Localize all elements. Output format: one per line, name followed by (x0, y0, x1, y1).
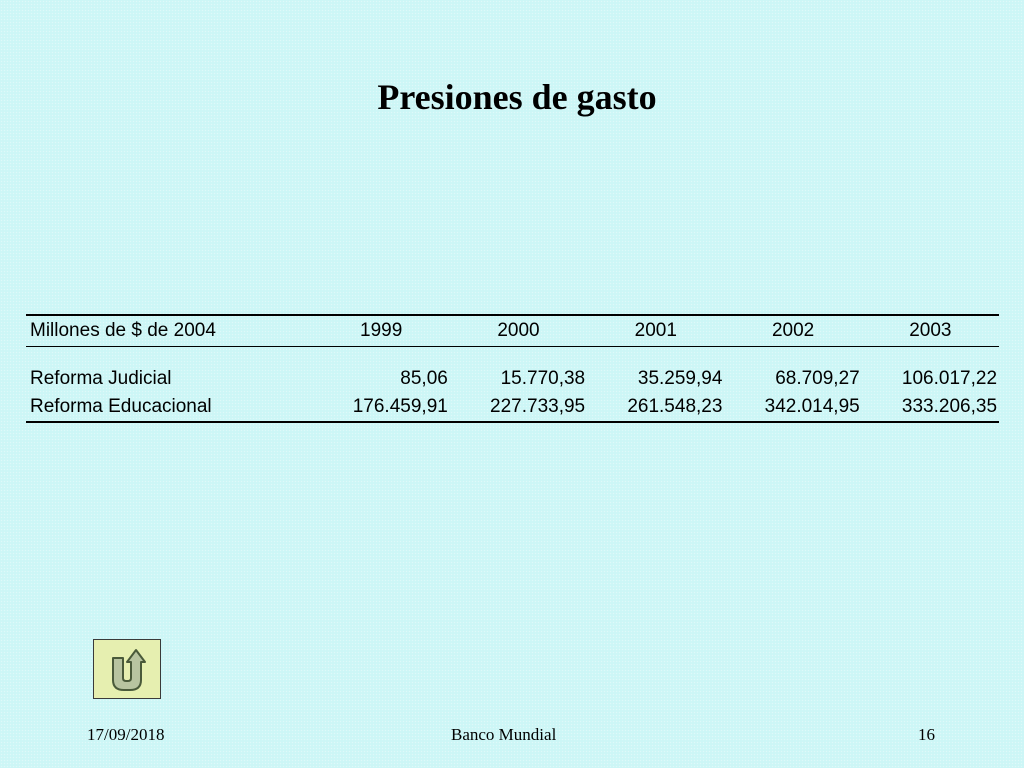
back-button[interactable] (93, 639, 161, 699)
footer-date: 17/09/2018 (87, 725, 165, 744)
year-header: 2001 (634, 320, 677, 341)
year-header: 1999 (360, 320, 403, 341)
table-cell: 176.459,91 (352, 396, 448, 417)
row-label: Reforma Judicial (30, 368, 172, 389)
row-label: Reforma Educacional (30, 396, 212, 417)
slide-title: Presiones de gasto (377, 77, 657, 117)
year-header: 2000 (497, 320, 540, 341)
table-cell: 227.733,95 (490, 396, 586, 417)
table-row (26, 365, 999, 393)
year-header: 2003 (909, 320, 952, 341)
data-table (26, 314, 999, 423)
table-cell: 333.206,35 (901, 396, 998, 417)
table-cell: 68.709,27 (775, 368, 860, 389)
table-row (26, 393, 999, 421)
table-spacer (26, 347, 999, 365)
u-turn-arrow-icon (105, 644, 149, 694)
table-cell: 106.017,22 (901, 368, 998, 389)
table-cell: 15.770,38 (500, 368, 586, 389)
page-number: 16 (918, 725, 935, 744)
footer-organization: Banco Mundial (451, 725, 557, 744)
table-cell: 35.259,94 (637, 368, 723, 389)
table-header-row (26, 316, 999, 347)
table-header-label: Millones de $ de 2004 (30, 320, 216, 341)
year-header: 2002 (771, 320, 815, 341)
table-cell: 85,06 (400, 368, 448, 389)
table-cell: 342.014,95 (764, 396, 860, 417)
table-cell: 261.548,23 (627, 396, 723, 417)
